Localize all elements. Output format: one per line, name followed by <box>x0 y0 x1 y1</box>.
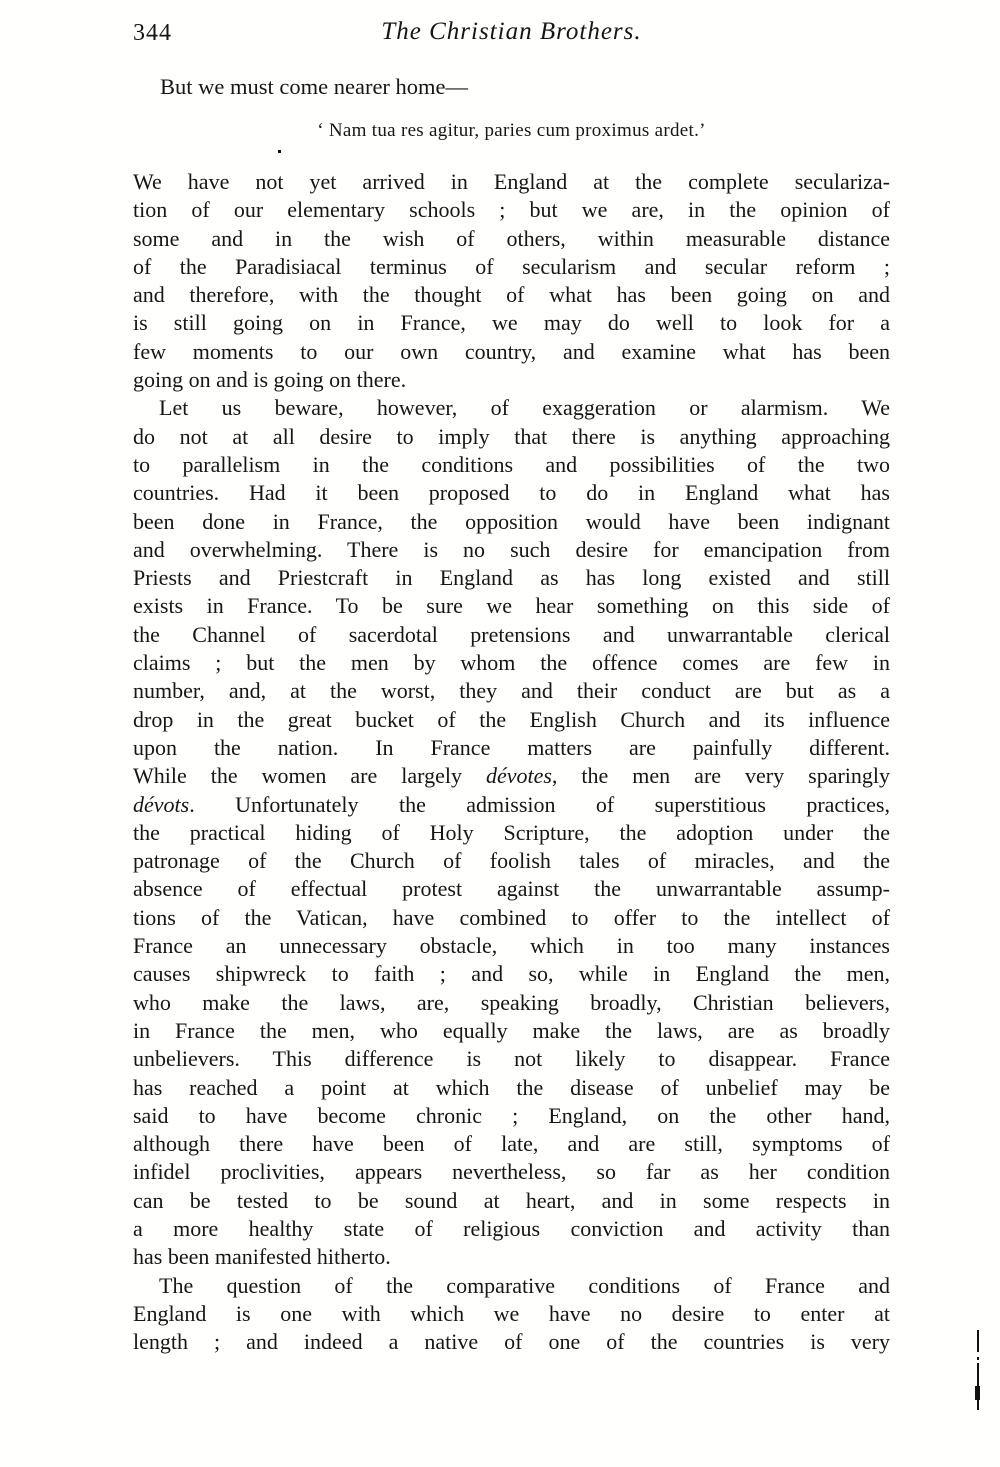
text-line <box>133 819 890 847</box>
text-line <box>133 706 890 734</box>
text-segment: France an unnecessary obstacle, which in too many instances <box>133 933 890 959</box>
text-line <box>133 1130 890 1158</box>
page-body <box>133 168 890 1356</box>
text-line <box>133 196 890 224</box>
text-segment: although there have been of late, and are still, symptoms of <box>133 1131 890 1157</box>
text-line <box>133 508 890 536</box>
text-line <box>133 338 890 366</box>
text-segment: do not at all desire to imply that there is anything approaching <box>133 423 890 449</box>
text-segment: claims ; but the men by whom the offence comes are few in <box>133 650 890 676</box>
text-segment: length ; and indeed a native of one of the countries is very <box>133 1329 890 1355</box>
text-line <box>133 394 890 422</box>
text-line <box>133 592 890 620</box>
text-line <box>133 451 890 479</box>
text-segment: Let us beware, however, of exaggeration or alarmism. We <box>159 395 890 421</box>
text-segment: said to have become chronic ; England, on the other hand, <box>133 1102 890 1128</box>
paragraph <box>133 168 890 394</box>
text-segment: countries. Had it been proposed to do in England what has <box>133 480 890 506</box>
text-segment: England is one with which we have no desire to enter at <box>133 1300 890 1326</box>
text-line <box>133 621 890 649</box>
text-segment: of the Paradisiacal terminus of secularism and secular reform ; <box>133 253 890 279</box>
text-line <box>133 762 890 790</box>
text-line <box>133 1187 890 1215</box>
italic-text: dévotes <box>485 763 552 789</box>
text-segment: patronage of the Church of foolish tales of miracles, and the <box>133 848 890 874</box>
text-line <box>133 904 890 932</box>
text-segment: exists in France. To be sure we hear something on this side of <box>133 593 890 619</box>
text-segment: unbelievers. This difference is not likely to disappear. France <box>133 1046 890 1072</box>
text-segment: can be tested to be sound at heart, and in some respects in <box>133 1187 890 1213</box>
text-line <box>133 1158 890 1186</box>
text-line <box>133 791 890 819</box>
paragraph <box>133 394 890 1271</box>
text-segment: who make the laws, are, speaking broadly, Christian believers, <box>133 989 890 1015</box>
text-line <box>133 564 890 592</box>
text-line <box>133 366 890 394</box>
text-line <box>133 309 890 337</box>
text-segment: few moments to our own country, and examine what has been <box>133 338 890 364</box>
text-segment: upon the nation. In France matters are painfully different. <box>133 734 890 760</box>
text-segment: going on and is going on there. <box>133 367 407 393</box>
text-segment: tion of our elementary schools ; but we are, in the opinion of <box>133 197 890 223</box>
text-line <box>133 875 890 903</box>
text-segment: number, and, at the worst, they and their conduct are but as a <box>133 678 890 704</box>
opening-line: But we must come nearer home— <box>160 74 469 99</box>
text-segment: The question of the comparative conditions of France and <box>159 1272 890 1298</box>
page-number: 344 <box>133 20 172 46</box>
text-line <box>133 1328 890 1356</box>
text-segment: We have not yet arrived in England at the complete seculariza- <box>133 169 890 194</box>
text-segment: to parallelism in the conditions and possibilities of the two <box>133 451 890 477</box>
text-line <box>133 253 890 281</box>
text-segment: Priests and Priestcraft in England as has long existed and still <box>133 565 890 591</box>
text-line <box>133 989 890 1017</box>
text-segment: infidel proclivities, appears nevertheless, so far as her condition <box>133 1159 890 1185</box>
text-segment: drop in the great bucket of the English Church and its influence <box>133 706 890 732</box>
scan-artifact-blot <box>975 1386 980 1400</box>
text-segment: . Unfortunately the admission of superstitious practices, <box>189 791 890 817</box>
text-line <box>133 536 890 564</box>
page-header <box>133 18 890 52</box>
running-title: The Christian Brothers. <box>381 18 642 45</box>
text-line <box>133 1272 890 1300</box>
text-segment: absence of effectual protest against the unwarrantable assump- <box>133 876 890 902</box>
text-segment: a more healthy state of religious conviction and activity than <box>133 1215 890 1241</box>
scan-artifact-dot <box>278 150 281 153</box>
text-line <box>133 1300 890 1328</box>
text-line <box>133 479 890 507</box>
scan-artifact-line <box>977 1330 979 1352</box>
text-line <box>133 423 890 451</box>
text-segment: the Channel of sacerdotal pretensions and unwarrantable clerical <box>133 621 890 647</box>
text-segment: has reached a point at which the disease of unbelief may be <box>133 1074 890 1100</box>
text-segment: and overwhelming. There is no such desire for emancipation from <box>133 536 890 562</box>
text-segment: has been manifested hitherto. <box>133 1244 391 1270</box>
epigraph: ‘ Nam tua res agitur, paries cum proximus ardet.’ <box>317 120 706 141</box>
text-segment: and therefore, with the thought of what has been going on and <box>133 282 890 308</box>
paragraph <box>133 1272 890 1357</box>
text-line <box>133 677 890 705</box>
text-line <box>133 734 890 762</box>
text-line <box>133 932 890 960</box>
text-segment: While the women are largely <box>133 763 486 789</box>
text-line <box>133 960 890 988</box>
text-segment: tions of the Vatican, have combined to offer to the intellect of <box>133 904 890 930</box>
text-line <box>133 1045 890 1073</box>
text-segment: causes shipwreck to faith ; and so, while in England the men, <box>133 961 890 987</box>
text-segment: is still going on in France, we may do well to look for a <box>133 310 890 336</box>
text-line <box>133 1074 890 1102</box>
text-line <box>133 1243 890 1271</box>
text-segment: in France the men, who equally make the laws, are as broadly <box>133 1017 890 1043</box>
text-segment: , the men are very sparingly <box>551 763 891 789</box>
text-line <box>133 1215 890 1243</box>
text-line <box>133 168 890 196</box>
text-line <box>133 1102 890 1130</box>
scan-artifact-dot <box>977 1357 979 1360</box>
text-line <box>133 281 890 309</box>
text-segment: the practical hiding of Holy Scripture, the adoption under the <box>133 819 890 845</box>
text-line <box>133 225 890 253</box>
text-line <box>133 649 890 677</box>
text-segment: been done in France, the opposition would have been indignant <box>133 508 890 534</box>
text-line <box>133 847 890 875</box>
text-segment: some and in the wish of others, within measurable distance <box>133 225 890 251</box>
text-line <box>133 1017 890 1045</box>
italic-text: dévots <box>133 791 190 817</box>
